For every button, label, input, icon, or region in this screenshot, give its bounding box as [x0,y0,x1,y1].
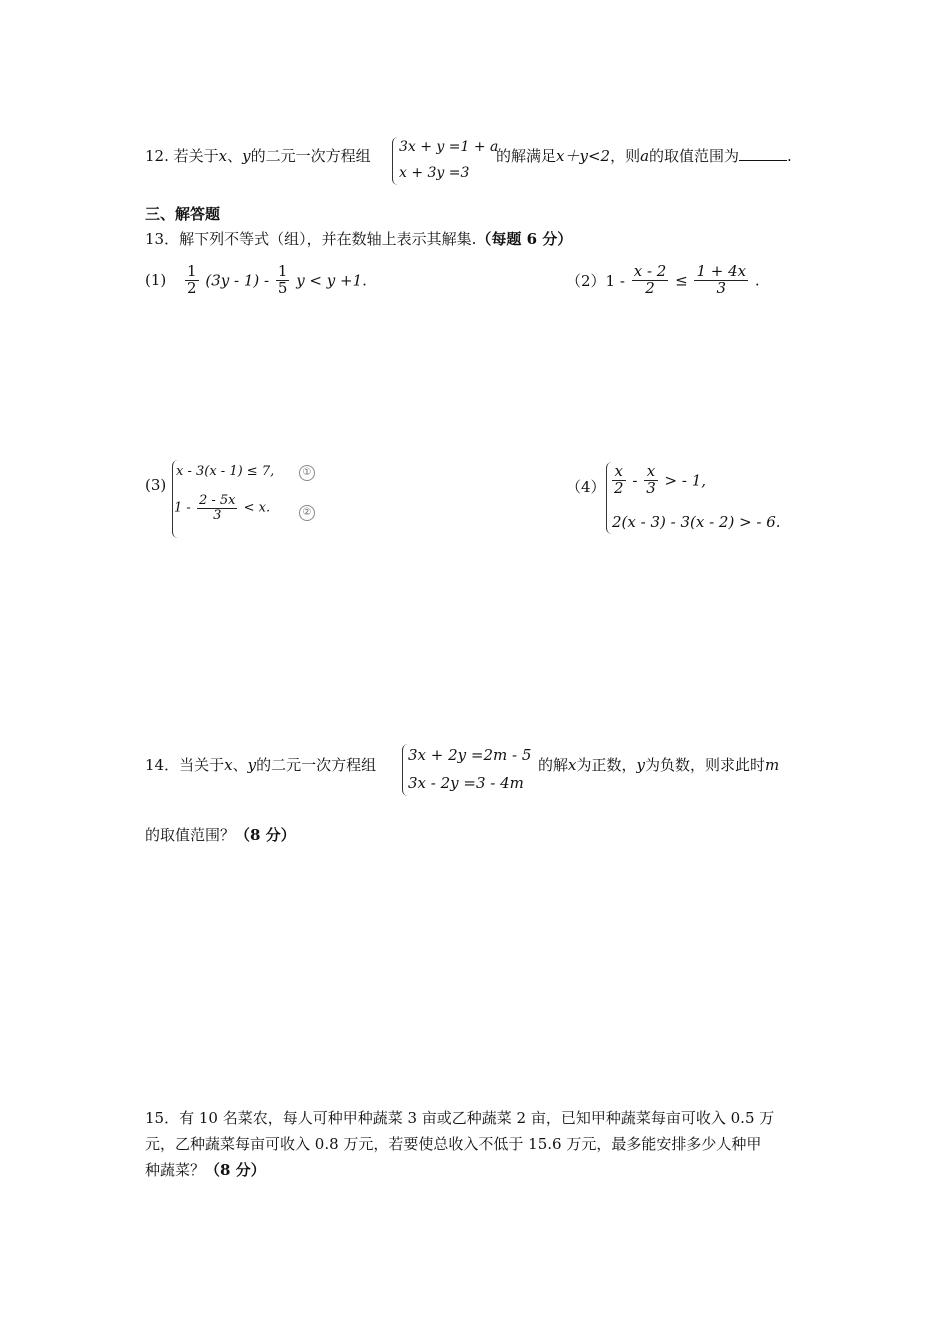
q15-line2: 元，乙种蔬菜每亩可收入 0.8 万元，若要使总收入不低于 15.6 万元，最多能安排多少人种甲 [145,1135,762,1153]
q13-part1: (1) $\frac{1}{2}$ (3y - 1) - $\frac{1}{5}$ y < y +1. [145,262,367,297]
q14-line2: 的取值范围？（8 分） [145,826,296,844]
circle-number-2: ② [299,505,315,521]
q12-eq2: x + 3y =3 [399,165,470,181]
q13-part3-eq1: x - 3(x - 1) ≤ 7, [176,464,275,479]
q12-text-pre: 12. 若关于x、y的二元一次方程组 [145,147,371,165]
q13-part4-eq1: $\frac{x}{2}$ - $\frac{x}{3}$ > - 1, [614,462,706,497]
circle-number-1: ① [299,465,315,481]
q12-text-post: 的解满足x＋y<2，则a的取值范围为 . [496,147,792,165]
q13-part2: （2）1 - $\frac{x - 2}{2}$ ≤ $\frac{1 + 4x}{3}$ . [566,262,760,297]
section-3-title: 三、解答题 [145,205,221,223]
q13-part3-label: (3) [145,476,167,494]
q14-eq1: 3x + 2y =2m - 5 [408,746,532,764]
q14-eq2: 3x - 2y =3 - 4m [408,774,524,792]
q15-line1: 15．有 10 名菜农，每人可种甲种蔬菜 3 亩或乙种蔬菜 2 亩，已知甲种蔬菜每亩可收入 0.5 万 [145,1109,775,1127]
q12-brace [392,137,399,185]
q13-head: 13．解下列不等式（组），并在数轴上表示其解集.（每题 6 分） [145,230,573,248]
q13-part4-eq2: 2(x - 3) - 3(x - 2) > - 6. [612,513,781,531]
q13-part4-label: （4） [566,478,606,496]
q14-text-post: 的解x为正数，y为负数，则求此时m [538,756,780,774]
q12-eq1: 3x + y =1 + a [399,139,499,155]
q14-text-pre: 14．当关于x、y的二元一次方程组 [145,756,377,774]
q13-part3-eq2: 1 - $\frac{2 - 5x}{3}$ < x. [174,493,271,523]
q15-line3: 种蔬菜？（8 分） [145,1161,266,1179]
answer-blank[interactable] [739,146,787,161]
